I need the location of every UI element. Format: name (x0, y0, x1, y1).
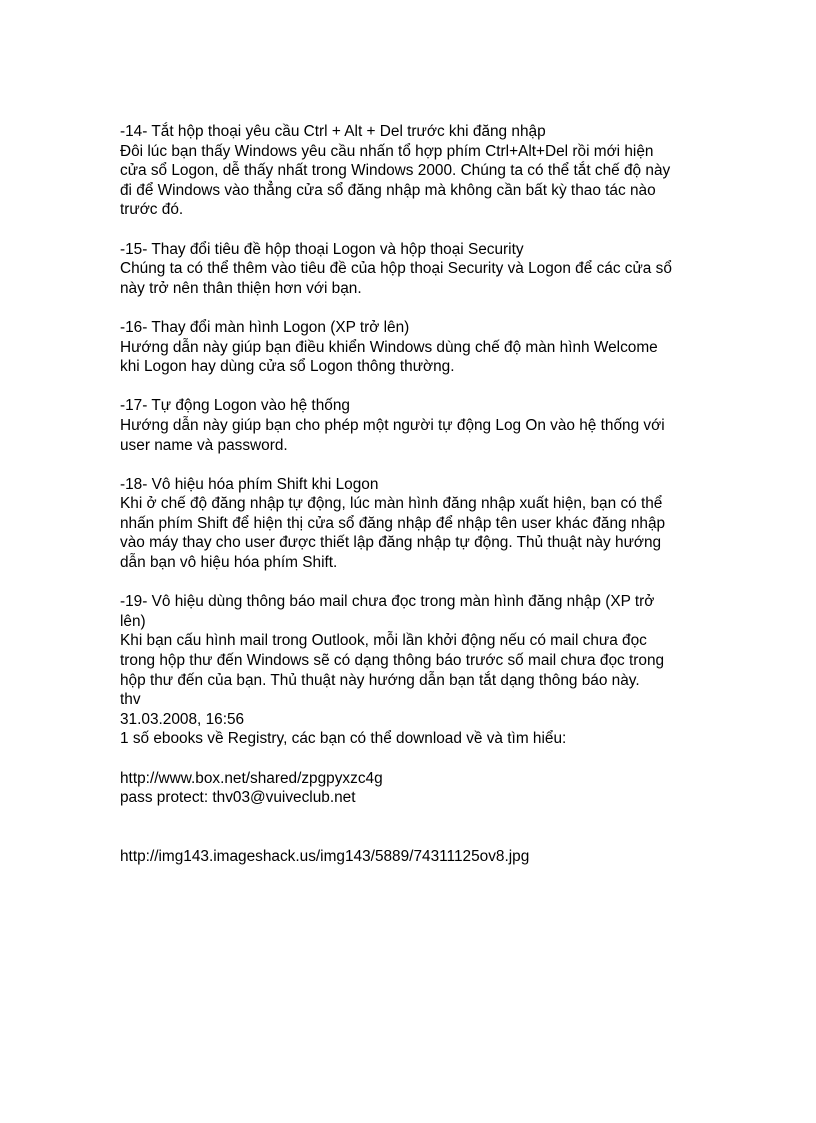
section-17 (120, 396, 710, 455)
section-body-line: dẫn bạn vô hiệu hóa phím Shift. (120, 554, 338, 572)
section-body-line: Đôi lúc bạn thấy Windows yêu cầu nhấn tổ hợp phím Ctrl+Alt+Del rồi mới hiện (120, 142, 654, 160)
section-body-line: Hướng dẫn này giúp bạn điều khiển Windows dùng chế độ màn hình Welcome (120, 338, 658, 356)
paragraph-gap (120, 220, 710, 240)
section-body-line: hộp thư đến của bạn. Thủ thuật này hướng dẫn bạn tắt dạng thông báo này. (120, 671, 640, 689)
paragraph-gap (120, 749, 710, 769)
section-heading: -15- Thay đổi tiêu đề hộp thoại Logon và hộp thoại Security (120, 240, 524, 258)
document-page (120, 122, 710, 867)
forum-post (120, 690, 710, 866)
image-link[interactable]: http://img143.imageshack.us/img143/5889/74311125ov8.jpg (120, 847, 530, 865)
section-heading: -17- Tự động Logon vào hệ thống (120, 397, 350, 415)
section-body-line: khi Logon hay dùng cửa sổ Logon thông thường. (120, 358, 455, 376)
section-heading: -19- Vô hiệu dùng thông báo mail chưa đọc trong màn hình đăng nhập (XP trở (120, 593, 655, 611)
section-15 (120, 240, 710, 299)
section-body-line: này trở nên thân thiện hơn với bạn. (120, 279, 362, 297)
section-heading: -14- Tắt hộp thoại yêu cầu Ctrl + Alt + Del trước khi đăng nhập (120, 123, 546, 140)
section-18 (120, 475, 710, 573)
section-heading: -18- Vô hiệu hóa phím Shift khi Logon (120, 475, 379, 493)
section-body-line: vào máy thay cho user được thiết lập đăng nhập tự động. Thủ thuật này hướng (120, 534, 662, 552)
paragraph-gap (120, 298, 710, 318)
paragraph-gap (120, 573, 710, 593)
section-body-line: trước đó. (120, 201, 184, 219)
section-heading-continued: lên) (120, 612, 146, 630)
post-intro: 1 số ebooks về Registry, các bạn có thể download về và tìm hiểu: (120, 730, 567, 748)
password-text: pass protect: thv03@vuiveclub.net (120, 789, 356, 807)
ebook-link[interactable]: http://www.box.net/shared/zpgpyxzc4g (120, 769, 383, 787)
section-19 (120, 592, 710, 690)
post-datetime: 31.03.2008, 16:56 (120, 710, 245, 728)
section-body-line: Hướng dẫn này giúp bạn cho phép một người tự động Log On vào hệ thống với (120, 416, 665, 434)
paragraph-gap (120, 377, 710, 397)
section-body-line: Khi ở chế độ đăng nhập tự động, lúc màn hình đăng nhập xuất hiện, bạn có thể (120, 495, 663, 513)
section-body-line: trong hộp thư đến Windows sẽ có dạng thông báo trước số mail chưa đọc trong (120, 652, 665, 670)
post-author: thv (120, 691, 141, 709)
section-body-line: Khi bạn cấu hình mail trong Outlook, mỗi lần khởi động nếu có mail chưa đọc (120, 632, 647, 650)
paragraph-gap (120, 455, 710, 475)
section-14 (120, 122, 710, 220)
section-heading: -16- Thay đổi màn hình Logon (XP trở lên) (120, 318, 410, 336)
paragraph-gap (120, 808, 710, 847)
section-body-line: Chúng ta có thể thêm vào tiêu đề của hộp thoại Security và Logon để các cửa sổ (120, 260, 672, 278)
section-body-line: user name và password. (120, 436, 288, 454)
section-16 (120, 318, 710, 377)
section-body-line: cửa sổ Logon, dễ thấy nhất trong Windows 2000. Chúng ta có thể tắt chế độ này (120, 162, 671, 180)
section-body-line: đi để Windows vào thẳng cửa sổ đăng nhập mà không cần bất kỳ thao tác nào (120, 181, 656, 199)
section-body-line: nhấn phím Shift để hiện thị cửa sổ đăng nhập để nhập tên user khác đăng nhập (120, 514, 666, 532)
